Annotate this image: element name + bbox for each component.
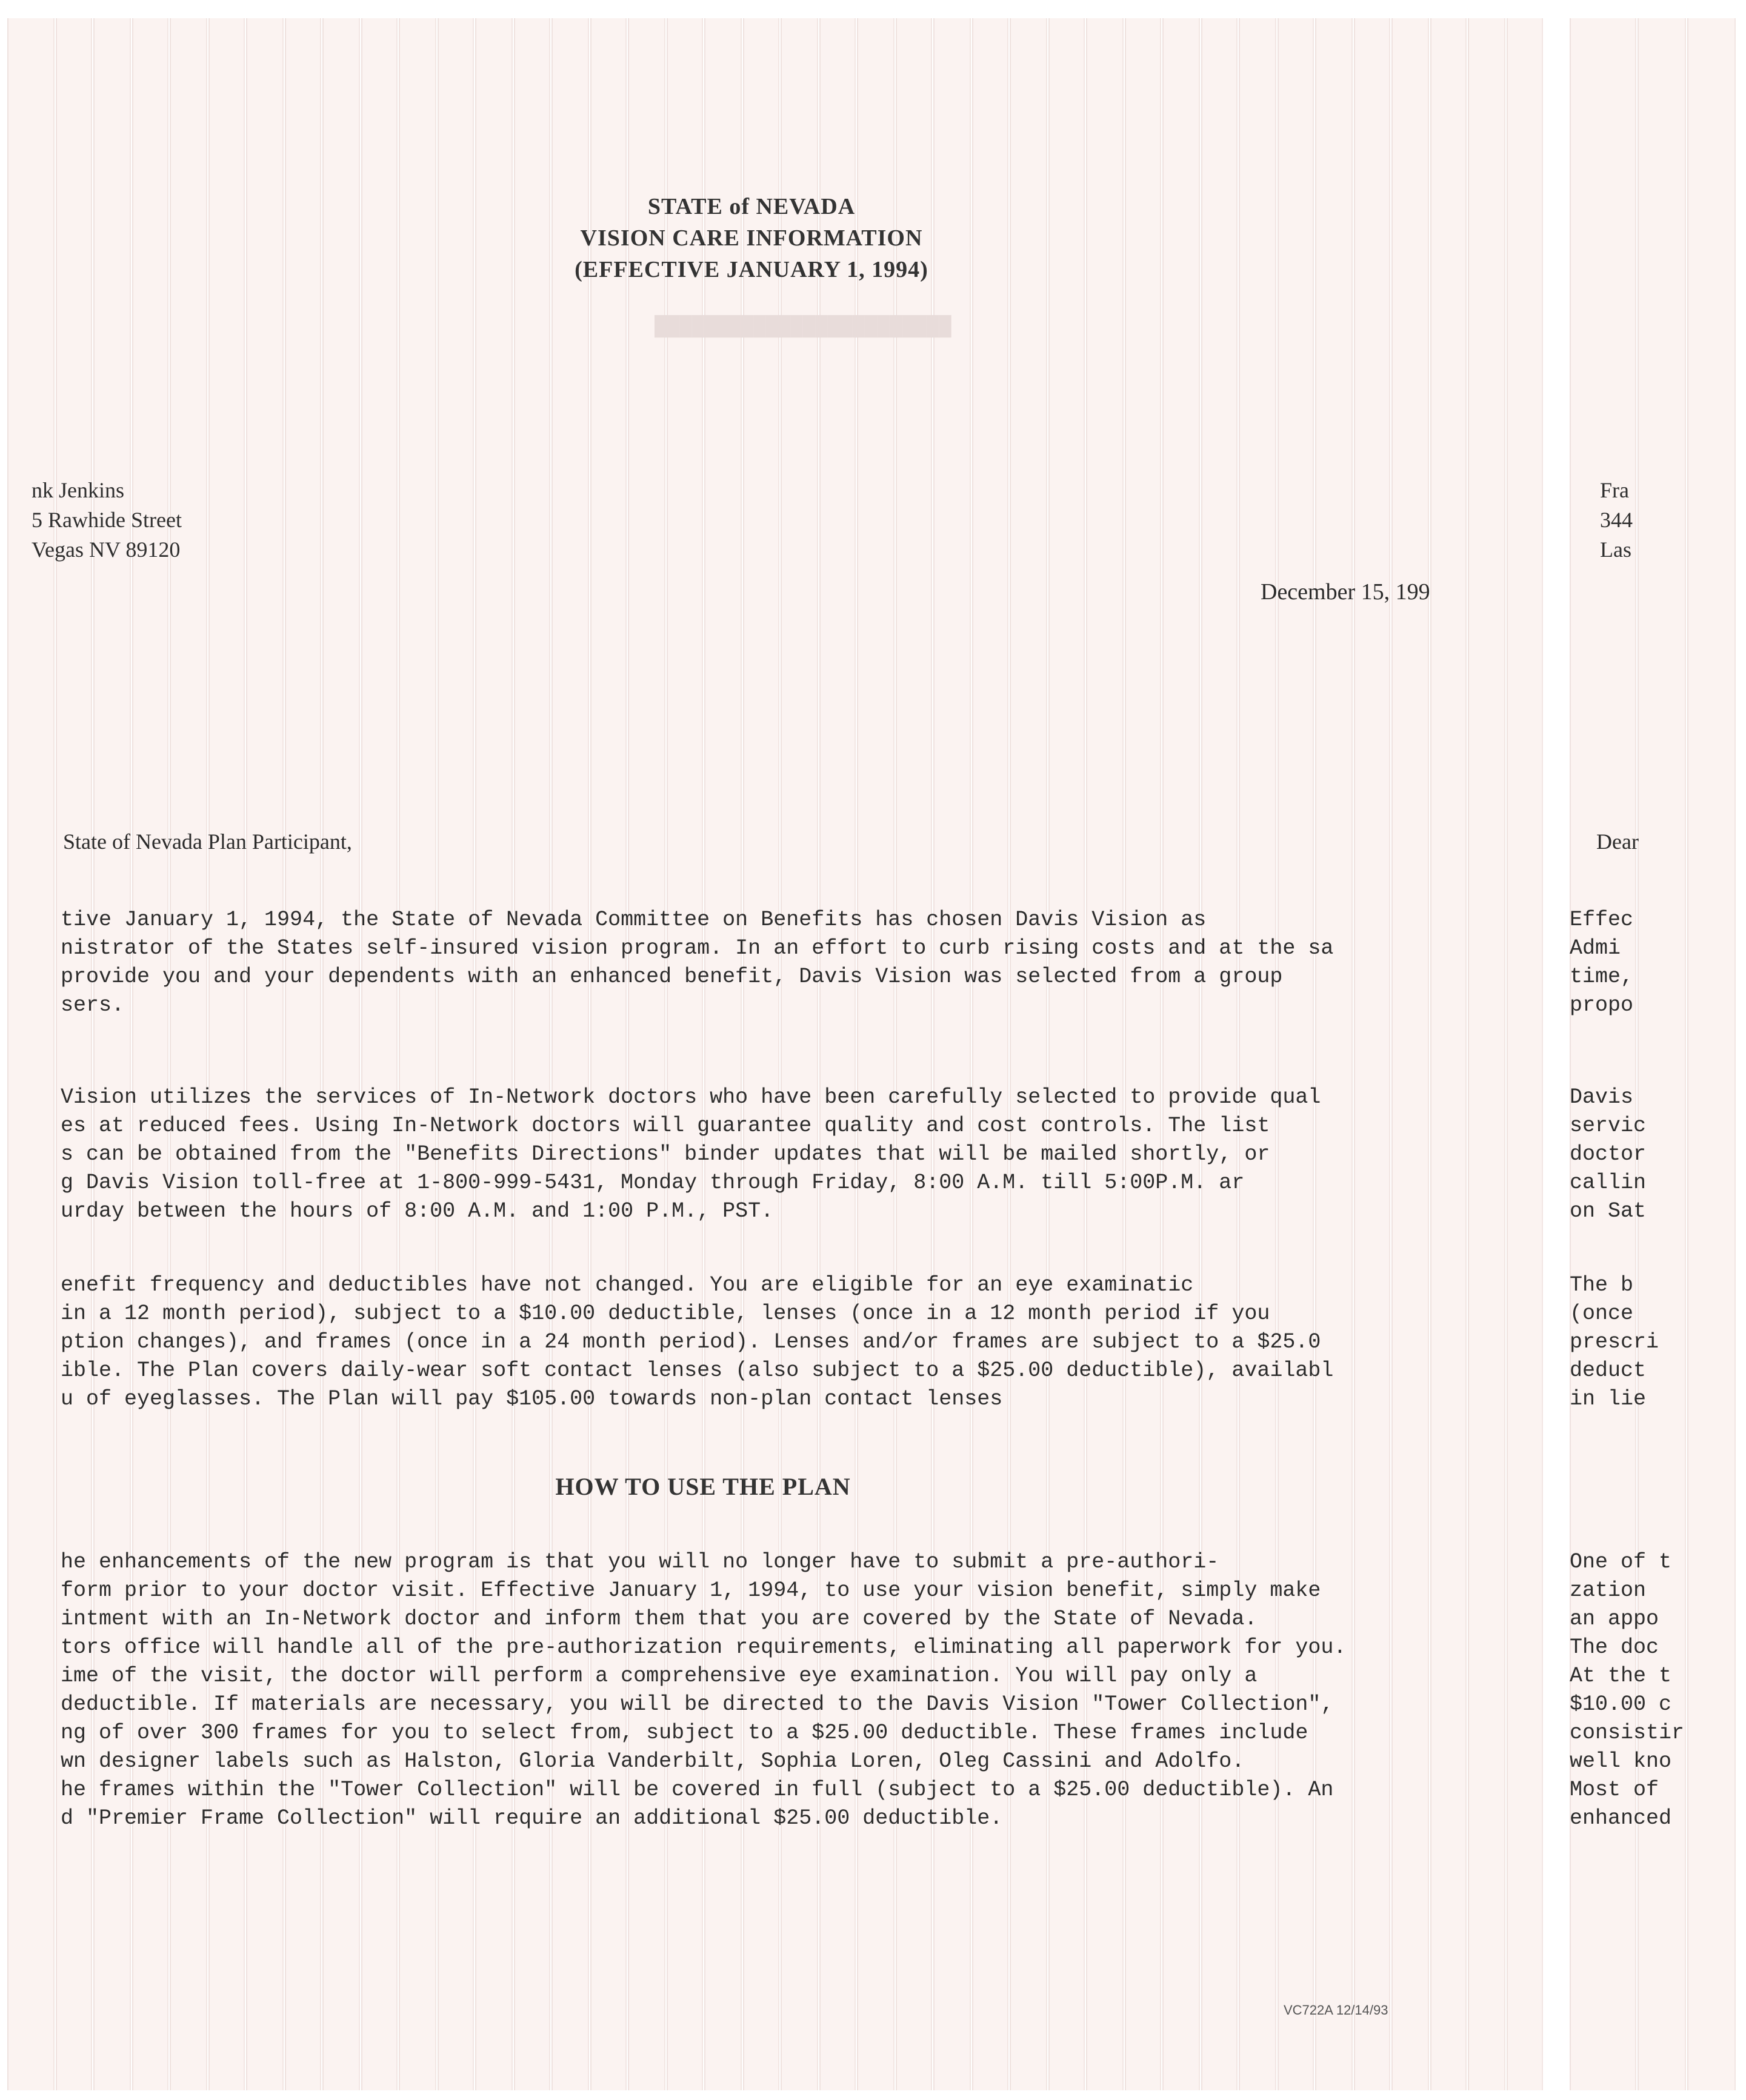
document-title bbox=[448, 191, 1055, 285]
paragraph-3 bbox=[61, 1271, 1515, 1414]
text-line: tive January 1, 1994, the State of Nevada Committee on Benefits has chosen Davis Vision as bbox=[61, 908, 1207, 932]
paragraph-4 bbox=[61, 1548, 1515, 1833]
text-line: The doc bbox=[1570, 1635, 1659, 1660]
text-line: in a 12 month period), subject to a $10.00 deductible, lenses (once in a 12 month period if you bbox=[61, 1301, 1270, 1326]
text-line: callin bbox=[1570, 1171, 1647, 1195]
text-line: propo bbox=[1570, 993, 1634, 1017]
text-line: servic bbox=[1570, 1114, 1647, 1138]
text-line: enefit frequency and deductibles have not changed. You are eligible for an eye examinatic bbox=[61, 1273, 1194, 1297]
title-line-1: STATE of NEVADA bbox=[647, 194, 856, 219]
text-line: Admi bbox=[1570, 936, 1621, 960]
text-line: tors office will handle all of the pre-authorization requirements, eliminating all paperwork for you. bbox=[61, 1635, 1347, 1660]
text-line: urday between the hours of 8:00 A.M. and 1:00 P.M., PST. bbox=[61, 1199, 774, 1223]
address-line: Fra bbox=[1600, 478, 1629, 502]
text-line: well kno bbox=[1570, 1749, 1672, 1773]
text-line: d "Premier Frame Collection" will require an additional $25.00 deductible. bbox=[61, 1806, 1003, 1830]
bleed-through-texture: ████████████████████████ bbox=[655, 315, 951, 338]
paragraph-4-fragment bbox=[1570, 1548, 1733, 1833]
text-line: deduct bbox=[1570, 1358, 1647, 1383]
form-number: VC722A 12/14/93 bbox=[1284, 2002, 1388, 2018]
title-line-2: VISION CARE INFORMATION bbox=[580, 225, 923, 251]
text-line: ible. The Plan covers daily-wear soft contact lenses (also subject to a $25.00 deductible), availabl bbox=[61, 1358, 1334, 1383]
text-line: Most of bbox=[1570, 1778, 1659, 1802]
text-line: nistrator of the States self-insured vision program. In an effort to curb rising costs and at the sa bbox=[61, 936, 1334, 960]
paragraph-2-fragment bbox=[1570, 1083, 1733, 1226]
title-line-3: (EFFECTIVE JANUARY 1, 1994) bbox=[575, 257, 928, 282]
section-heading: HOW TO USE THE PLAN bbox=[555, 1473, 851, 1500]
text-line: on Sat bbox=[1570, 1199, 1647, 1223]
address-line: Las bbox=[1600, 537, 1631, 562]
text-line: At the t bbox=[1570, 1664, 1672, 1688]
text-line: form prior to your doctor visit. Effective January 1, 1994, to use your vision benefit, simply make bbox=[61, 1578, 1321, 1603]
text-line: intment with an In-Network doctor and inform them that you are covered by the State of Nevada. bbox=[61, 1607, 1258, 1631]
text-line: enhanced bbox=[1570, 1806, 1672, 1830]
letter-date: December 15, 199 bbox=[1261, 579, 1430, 605]
text-line: prescri bbox=[1570, 1330, 1659, 1354]
text-line: in lie bbox=[1570, 1387, 1647, 1411]
address-line: Vegas NV 89120 bbox=[32, 537, 181, 562]
text-line: $10.00 c bbox=[1570, 1692, 1672, 1716]
address-line: nk Jenkins bbox=[32, 478, 124, 502]
salutation-fragment: Dear bbox=[1596, 829, 1639, 854]
salutation: State of Nevada Plan Participant, bbox=[63, 829, 352, 854]
text-line: Davis bbox=[1570, 1085, 1634, 1109]
text-line: es at reduced fees. Using In-Network doctors will guarantee quality and cost controls. The list bbox=[61, 1114, 1270, 1138]
text-line: ime of the visit, the doctor will perform a comprehensive eye examination. You will pay only a bbox=[61, 1664, 1258, 1688]
recipient-address-fragment bbox=[1600, 476, 1633, 565]
address-line: 344 bbox=[1600, 508, 1633, 532]
text-line: One of t bbox=[1570, 1550, 1672, 1574]
text-line: he enhancements of the new program is that you will no longer have to submit a pre-authori- bbox=[61, 1550, 1219, 1574]
text-line: u of eyeglasses. The Plan will pay $105.00 towards non-plan contact lenses bbox=[61, 1387, 1003, 1411]
text-line: ption changes), and frames (once in a 24 month period). Lenses and/or frames are subject to a $25.0 bbox=[61, 1330, 1321, 1354]
text-line: Vision utilizes the services of In-Network doctors who have been carefully selected to provide qual bbox=[61, 1085, 1321, 1109]
text-line: sers. bbox=[61, 993, 125, 1017]
text-line: (once bbox=[1570, 1301, 1634, 1326]
text-line: time, bbox=[1570, 965, 1634, 989]
text-line: wn designer labels such as Halston, Gloria Vanderbilt, Sophia Loren, Oleg Cassini and Adolfo. bbox=[61, 1749, 1245, 1773]
text-line: provide you and your dependents with an enhanced benefit, Davis Vision was selected from a group bbox=[61, 965, 1283, 989]
text-line: The b bbox=[1570, 1273, 1634, 1297]
paragraph-1 bbox=[61, 906, 1515, 1020]
text-line: deductible. If materials are necessary, you will be directed to the Davis Vision "Tower Collection", bbox=[61, 1692, 1334, 1716]
paragraph-3-fragment bbox=[1570, 1271, 1733, 1414]
text-line: ng of over 300 frames for you to select from, subject to a $25.00 deductible. These frames include bbox=[61, 1721, 1308, 1745]
text-line: doctor bbox=[1570, 1142, 1647, 1166]
paragraph-1-fragment bbox=[1570, 906, 1733, 1020]
recipient-address bbox=[32, 476, 182, 565]
paragraph-2 bbox=[61, 1083, 1515, 1226]
text-line: he frames within the "Tower Collection" will be covered in full (subject to a $25.00 deductible). An bbox=[61, 1778, 1334, 1802]
text-line: s can be obtained from the "Benefits Directions" binder updates that will be mailed shortly, or bbox=[61, 1142, 1270, 1166]
text-line: g Davis Vision toll-free at 1-800-999-5431, Monday through Friday, 8:00 A.M. till 5:00P.M. ar bbox=[61, 1171, 1245, 1195]
text-line: consistir bbox=[1570, 1721, 1685, 1745]
text-line: Effec bbox=[1570, 908, 1634, 932]
address-line: 5 Rawhide Street bbox=[32, 508, 182, 532]
text-line: an appo bbox=[1570, 1607, 1659, 1631]
text-line: zation bbox=[1570, 1578, 1647, 1603]
